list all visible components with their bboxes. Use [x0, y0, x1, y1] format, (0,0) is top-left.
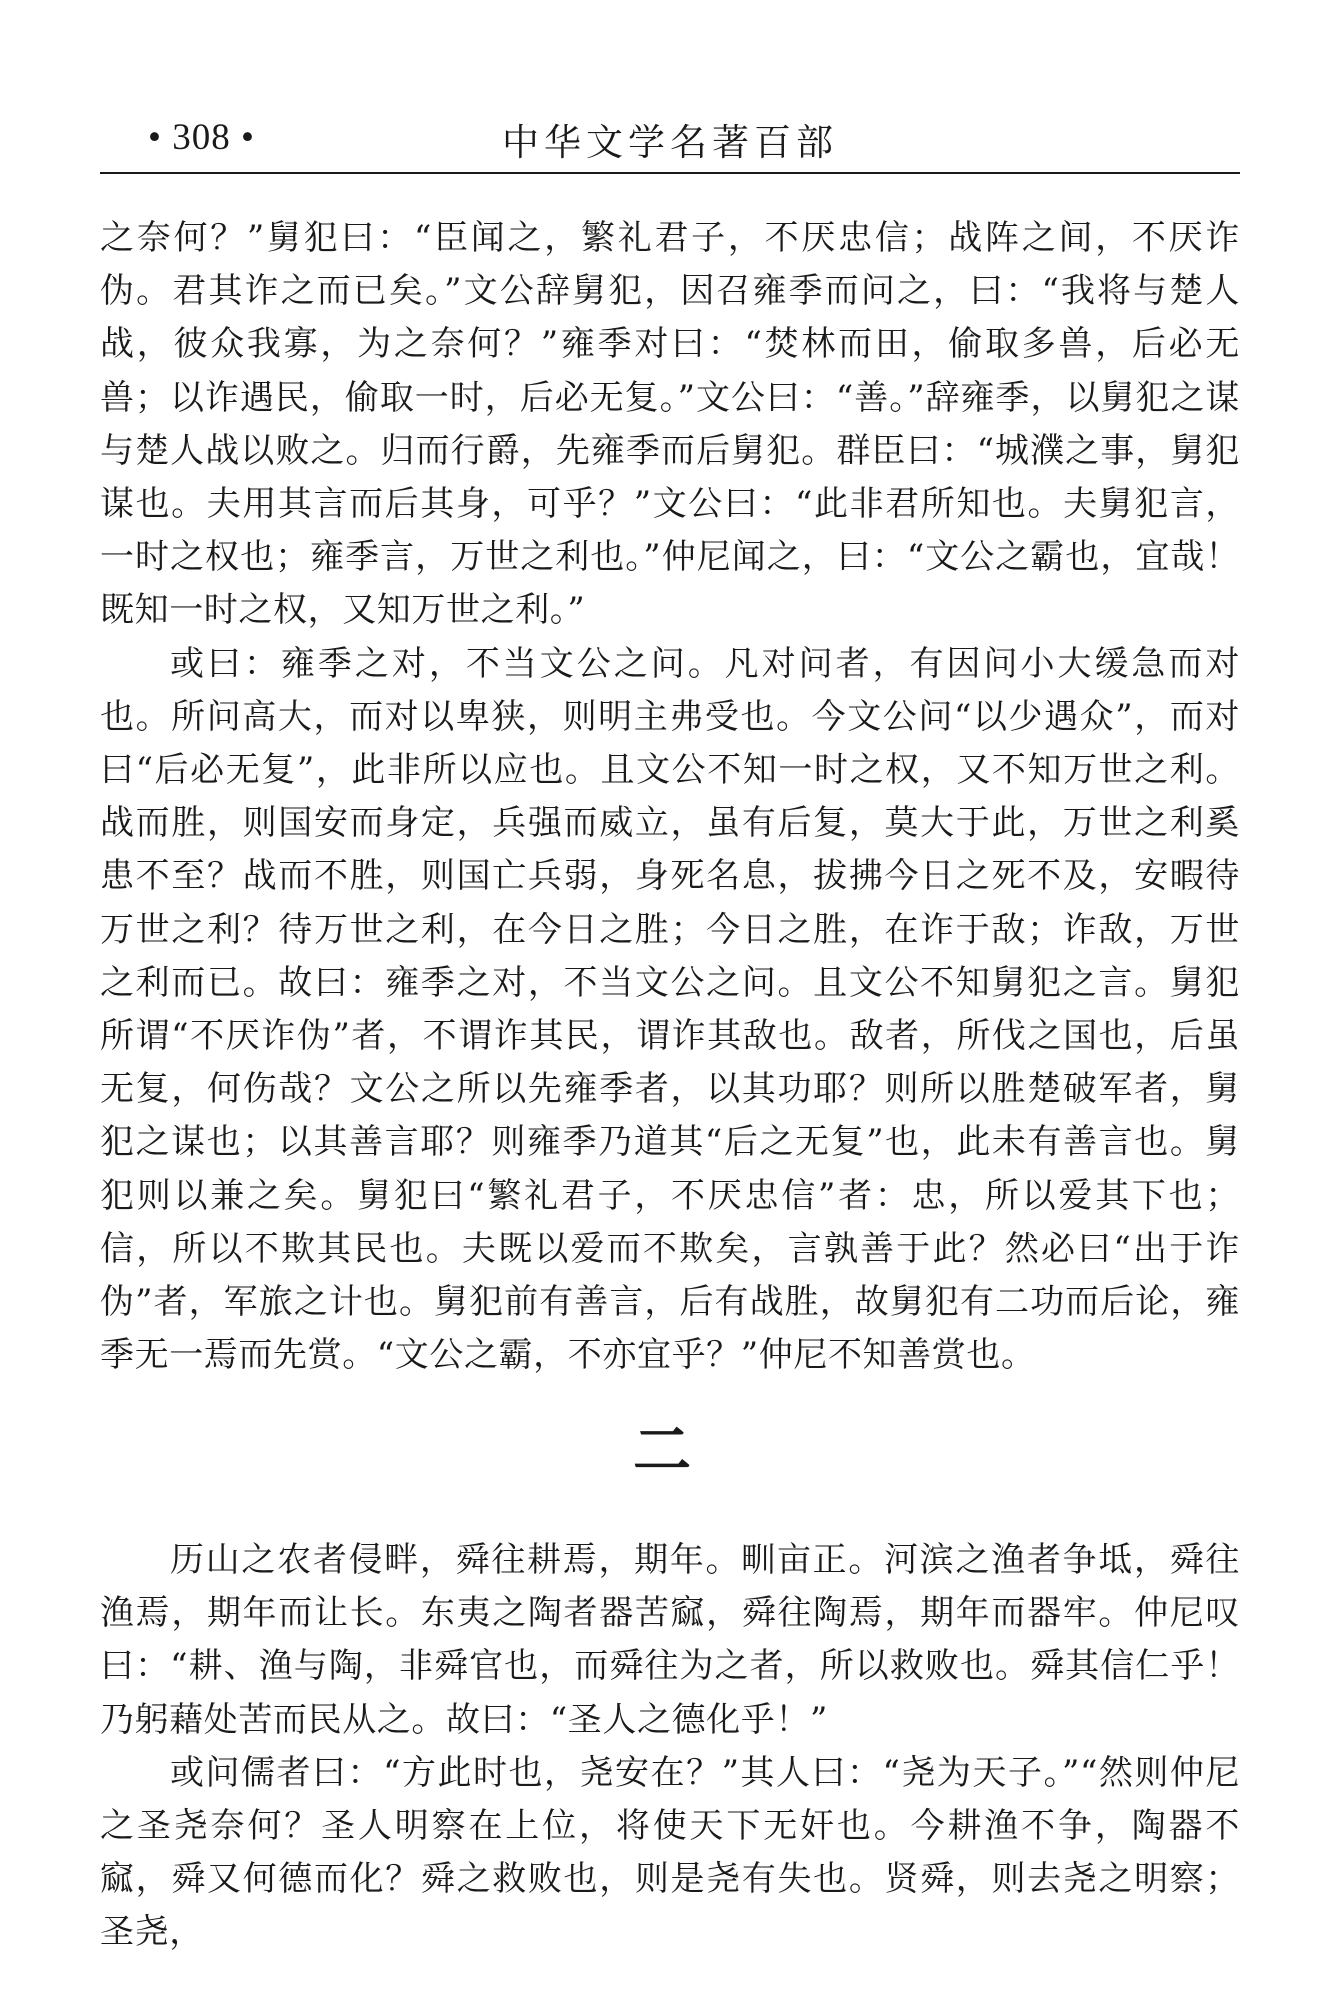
text-block-1	[100, 212, 1240, 1382]
running-title: 中华文学名著百部	[502, 121, 838, 164]
paragraph: 或问儒者曰：“方此时也，尧安在？”其人曰：“尧为天子。”“然则仲尼之圣尧奈何？圣人明察在上位，将使天下无奸也。今耕渔不争，陶器不窳，舜又何德而化？舜之救败也，则是尧有失也。贤舜，则去尧之明察；圣尧，	[100, 1752, 1240, 1953]
paragraph: 之奈何？”舅犯曰：“臣闻之，繁礼君子，不厌忠信；战阵之间，不厌诈伪。君其诈之而已矣。”文公辞舅犯，因召雍季而问之，曰：“我将与楚人战，彼众我寡，为之奈何？”雍季对曰：“焚林而田，偷取多兽，后必无兽；以诈遇民，偷取一时，后必无复。”文公曰：“善。”辞雍季，以舅犯之谋与楚人战以败之。归而行爵，先雍季而后舅犯。群臣曰：“城濮之事，舅犯谋也。夫用其言而后其身，可乎？”文公曰：“此非君所知也。夫舅犯言，一时之权也；雍季言，万世之利也。”仲尼闻之，曰：“文公之霸也，宜哉！既知一时之权，又知万世之利。”	[100, 218, 1240, 631]
header-divider	[100, 172, 1240, 174]
paragraph: 历山之农者侵畔，舜往耕焉，期年。甽亩正。河滨之渔者争坻，舜往渔焉，期年而让长。东夷之陶者器苦窳，舜往陶焉，期年而器牢。仲尼叹曰：“耕、渔与陶，非舜官也，而舜往为之者，所以救败也。舜其信仁乎！乃躬藉处苦而民从之。故曰：“圣人之德化乎！”	[100, 1540, 1240, 1740]
page-number: • 308 •	[148, 117, 255, 158]
text-block-2	[100, 1534, 1240, 1960]
page-header	[100, 108, 1240, 166]
section-heading: 二	[632, 1416, 691, 1484]
paragraph: 或曰：雍季之对，不当文公之问。凡对问者，有因问小大缓急而对也。所问高大，而对以卑狭，则明主弗受也。今文公问“以少遇众”，而对曰“后必无复”，此非所以应也。且文公不知一时之权，又不知万世之利。战而胜，则国安而身定，兵强而威立，虽有后复，莫大于此，万世之利奚患不至？战而不胜，则国亡兵弱，身死名息，拔拂今日之死不及，安暇待万世之利？待万世之利，在今日之胜；今日之胜，在诈于敌；诈敌，万世之利而已。故曰：雍季之对，不当文公之问。且文公不知舅犯之言。舅犯所谓“不厌诈伪”者，不谓诈其民，谓诈其敌也。敌者，所伐之国也，后虽无复，何伤哉？文公之所以先雍季者，以其功耶？则所以胜楚破军者，舅犯之谋也；以其善言耶？则雍季乃道其“后之无复”也，此未有善言也。舅犯则以兼之矣。舅犯曰“繁礼君子，不厌忠信”者：忠，所以爱其下也；信，所以不欺其民也。夫既以爱而不欺矣，言孰善于此？然必曰“出于诈伪”者，军旅之计也。舅犯前有善言，后有战胜，故舅犯有二功而后论，雍季无一焉而先赏。“文公之霸，不亦宜乎？”仲尼不知善赏也。	[100, 643, 1240, 1376]
